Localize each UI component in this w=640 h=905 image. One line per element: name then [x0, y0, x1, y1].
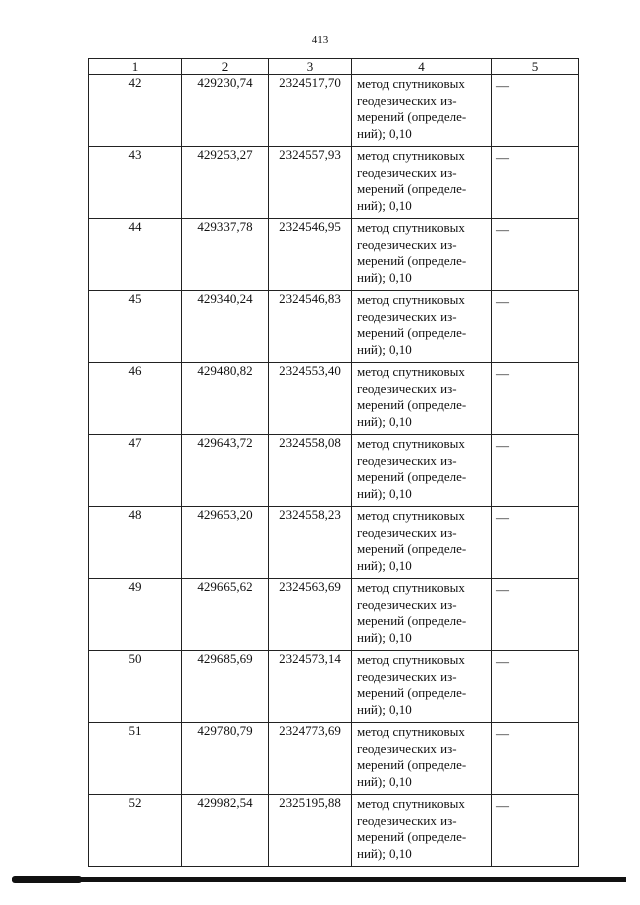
coordinate-y-cell: 2324546,83: [269, 291, 352, 363]
method-line: ний); 0,10: [357, 557, 412, 573]
method-cell: [352, 507, 492, 579]
method-line: ний); 0,10: [357, 269, 412, 285]
method-line: геодезических из-: [357, 380, 457, 396]
method-line: ний); 0,10: [357, 629, 412, 645]
column-header-3: 3: [269, 59, 352, 75]
table-header: [89, 59, 579, 75]
coordinate-x-cell: 429982,54: [182, 795, 269, 867]
note-cell: —: [492, 291, 579, 363]
table-row: [89, 147, 579, 219]
method-line: геодезических из-: [357, 596, 457, 612]
table-row: [89, 507, 579, 579]
method-cell: [352, 795, 492, 867]
method-line: мерений (определе-: [357, 613, 467, 628]
point-number-cell: 52: [89, 795, 182, 867]
method-line: метод спутниковых: [357, 220, 465, 235]
point-number-cell: 51: [89, 723, 182, 795]
method-line: метод спутниковых: [357, 724, 465, 739]
method-line: геодезических из-: [357, 668, 457, 684]
method-line: мерений (определе-: [357, 757, 467, 772]
method-line: геодезических из-: [357, 92, 457, 108]
method-cell: [352, 363, 492, 435]
point-number-cell: 44: [89, 219, 182, 291]
point-number-cell: 46: [89, 363, 182, 435]
coordinate-y-cell: 2324558,08: [269, 435, 352, 507]
method-line: ний); 0,10: [357, 485, 412, 501]
method-line: ний); 0,10: [357, 773, 412, 789]
method-line: мерений (определе-: [357, 685, 467, 700]
coordinate-y-cell: 2324773,69: [269, 723, 352, 795]
method-line: мерений (определе-: [357, 253, 467, 268]
coordinate-x-cell: 429337,78: [182, 219, 269, 291]
note-cell: —: [492, 579, 579, 651]
method-line: ний); 0,10: [357, 125, 412, 141]
coordinate-x-cell: 429230,74: [182, 75, 269, 147]
method-line: метод спутниковых: [357, 796, 465, 811]
method-line: ний); 0,10: [357, 413, 412, 429]
method-cell: [352, 75, 492, 147]
column-header-5: 5: [492, 59, 579, 75]
method-cell: [352, 579, 492, 651]
method-line: мерений (определе-: [357, 181, 467, 196]
coordinate-x-cell: 429643,72: [182, 435, 269, 507]
coordinates-table: [88, 58, 579, 867]
note-cell: —: [492, 651, 579, 723]
table-row: [89, 651, 579, 723]
header-row: [89, 59, 579, 75]
method-line: метод спутниковых: [357, 76, 465, 91]
point-number-cell: 48: [89, 507, 182, 579]
coordinate-x-cell: 429480,82: [182, 363, 269, 435]
method-cell: [352, 435, 492, 507]
coordinate-y-cell: 2324517,70: [269, 75, 352, 147]
point-number-cell: 49: [89, 579, 182, 651]
table-body: [89, 75, 579, 867]
method-line: метод спутниковых: [357, 508, 465, 523]
method-line: геодезических из-: [357, 164, 457, 180]
coordinate-y-cell: 2325195,88: [269, 795, 352, 867]
coordinate-y-cell: 2324558,23: [269, 507, 352, 579]
coordinate-x-cell: 429340,24: [182, 291, 269, 363]
method-line: ний); 0,10: [357, 197, 412, 213]
table-row: [89, 723, 579, 795]
coordinate-x-cell: 429780,79: [182, 723, 269, 795]
method-line: ний); 0,10: [357, 845, 412, 861]
coordinate-y-cell: 2324553,40: [269, 363, 352, 435]
coordinate-y-cell: 2324557,93: [269, 147, 352, 219]
method-cell: [352, 723, 492, 795]
coordinate-x-cell: 429665,62: [182, 579, 269, 651]
method-line: мерений (определе-: [357, 829, 467, 844]
method-line: мерений (определе-: [357, 325, 467, 340]
method-line: геодезических из-: [357, 740, 457, 756]
point-number-cell: 50: [89, 651, 182, 723]
note-cell: —: [492, 147, 579, 219]
method-line: геодезических из-: [357, 812, 457, 828]
coordinate-y-cell: 2324573,14: [269, 651, 352, 723]
point-number-cell: 42: [89, 75, 182, 147]
table-row: [89, 363, 579, 435]
page-number: 413: [311, 34, 329, 46]
coordinate-y-cell: 2324563,69: [269, 579, 352, 651]
method-cell: [352, 147, 492, 219]
note-cell: —: [492, 723, 579, 795]
note-cell: —: [492, 435, 579, 507]
method-line: метод спутниковых: [357, 580, 465, 595]
coordinate-x-cell: 429685,69: [182, 651, 269, 723]
method-line: геодезических из-: [357, 524, 457, 540]
method-line: геодезических из-: [357, 452, 457, 468]
column-header-4: 4: [352, 59, 492, 75]
table-row: [89, 75, 579, 147]
coordinate-x-cell: 429253,27: [182, 147, 269, 219]
table-row: [89, 435, 579, 507]
method-line: метод спутниковых: [357, 148, 465, 163]
footer-rule: [12, 877, 626, 882]
method-line: мерений (определе-: [357, 109, 467, 124]
method-line: мерений (определе-: [357, 541, 467, 556]
method-line: геодезических из-: [357, 236, 457, 252]
point-number-cell: 47: [89, 435, 182, 507]
table-row: [89, 291, 579, 363]
method-line: метод спутниковых: [357, 652, 465, 667]
point-number-cell: 45: [89, 291, 182, 363]
method-line: геодезических из-: [357, 308, 457, 324]
coordinate-y-cell: 2324546,95: [269, 219, 352, 291]
method-line: метод спутниковых: [357, 292, 465, 307]
method-line: мерений (определе-: [357, 397, 467, 412]
method-line: ний); 0,10: [357, 341, 412, 357]
method-cell: [352, 219, 492, 291]
method-line: метод спутниковых: [357, 364, 465, 379]
column-header-2: 2: [182, 59, 269, 75]
table-row: [89, 795, 579, 867]
method-cell: [352, 291, 492, 363]
note-cell: —: [492, 507, 579, 579]
point-number-cell: 43: [89, 147, 182, 219]
coordinate-x-cell: 429653,20: [182, 507, 269, 579]
method-line: мерений (определе-: [357, 469, 467, 484]
method-cell: [352, 651, 492, 723]
note-cell: —: [492, 363, 579, 435]
method-line: метод спутниковых: [357, 436, 465, 451]
note-cell: —: [492, 219, 579, 291]
method-line: ний); 0,10: [357, 701, 412, 717]
table-row: [89, 579, 579, 651]
table-row: [89, 219, 579, 291]
column-header-1: 1: [89, 59, 182, 75]
note-cell: —: [492, 795, 579, 867]
note-cell: —: [492, 75, 579, 147]
